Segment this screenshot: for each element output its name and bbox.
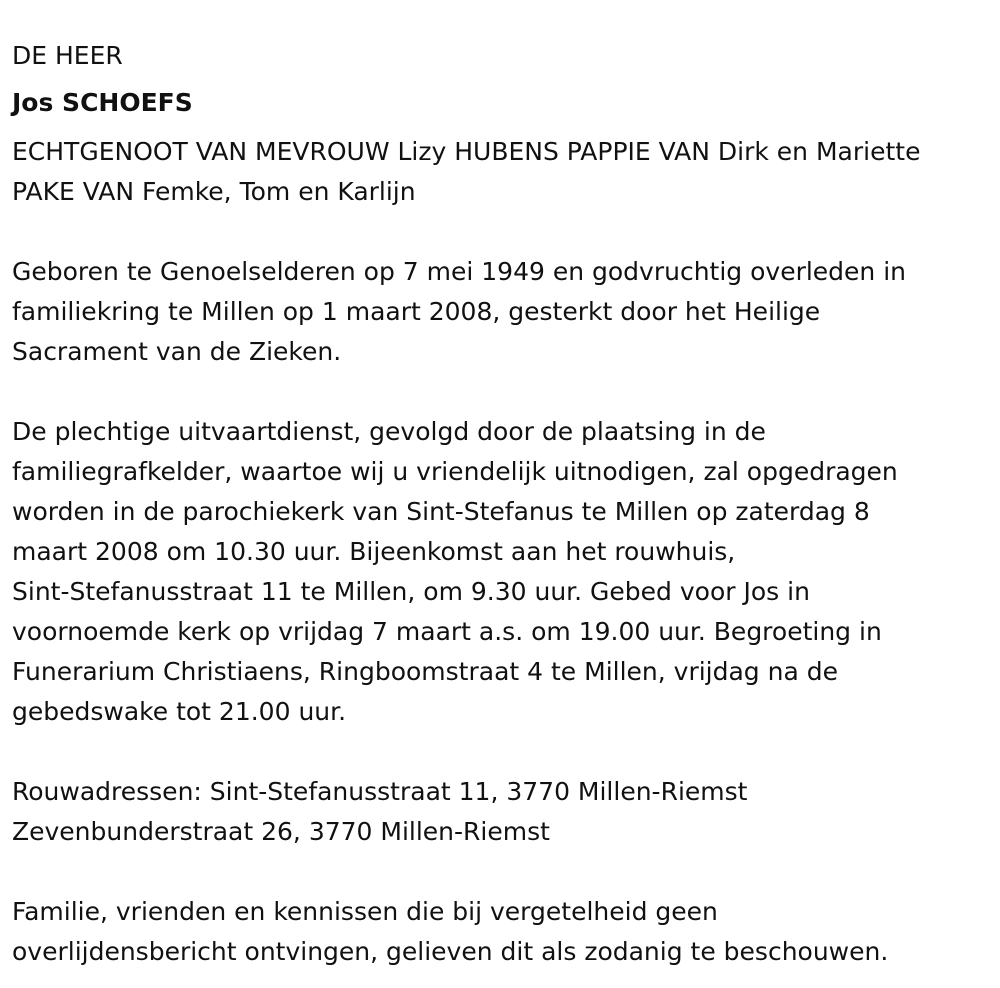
birth-death-line: Sacrament van de Zieken. (12, 337, 342, 366)
closing-line: Familie, vrienden en kennissen die bij vergetelheid geen (12, 897, 718, 926)
funeral-line: gebedswake tot 21.00 uur. (12, 697, 347, 726)
funeral-line: voornoemde kerk op vrijdag 7 maart a.s. om 19.00 uur. Begroeting in (12, 617, 882, 646)
birth-death-paragraph (12, 252, 988, 372)
funeral-line: Funerarium Christiaens, Ringboomstraat 4 te Millen, vrijdag na de (12, 657, 838, 686)
closing-paragraph (12, 892, 988, 972)
funeral-paragraph (12, 412, 988, 732)
funeral-line: maart 2008 om 10.30 uur. Bijeenkomst aan het rouwhuis, (12, 537, 736, 566)
relations-paragraph (12, 132, 988, 212)
address-line: Rouwadressen: Sint-Stefanusstraat 11, 3770 Millen-Riemst (12, 777, 748, 806)
salutation: DE HEER (12, 41, 123, 70)
address-line: Zevenbunderstraat 26, 3770 Millen-Riemst (12, 817, 550, 846)
death-notice (12, 38, 988, 972)
birth-death-line: Geboren te Genoelselderen op 7 mei 1949 en godvruchtig overleden in (12, 257, 907, 286)
closing-line: overlijdensbericht ontvingen, gelieven dit als zodanig te beschouwen. (12, 937, 889, 966)
deceased-name: Jos SCHOEFS (12, 88, 193, 117)
funeral-line: worden in de parochiekerk van Sint-Stefanus te Millen op zaterdag 8 (12, 497, 870, 526)
relations-line: ECHTGENOOT VAN MEVROUW Lizy HUBENS PAPPIE VAN Dirk en Mariette (12, 137, 921, 166)
relations-line: PAKE VAN Femke, Tom en Karlijn (12, 177, 416, 206)
funeral-line: De plechtige uitvaartdienst, gevolgd door de plaatsing in de (12, 417, 766, 446)
birth-death-line: familiekring te Millen op 1 maart 2008, gesterkt door het Heilige (12, 297, 821, 326)
addresses-paragraph (12, 772, 988, 852)
funeral-line: Sint-Stefanusstraat 11 te Millen, om 9.30 uur. Gebed voor Jos in (12, 577, 810, 606)
funeral-line: familiegrafkelder, waartoe wij u vriendelijk uitnodigen, zal opgedragen (12, 457, 898, 486)
